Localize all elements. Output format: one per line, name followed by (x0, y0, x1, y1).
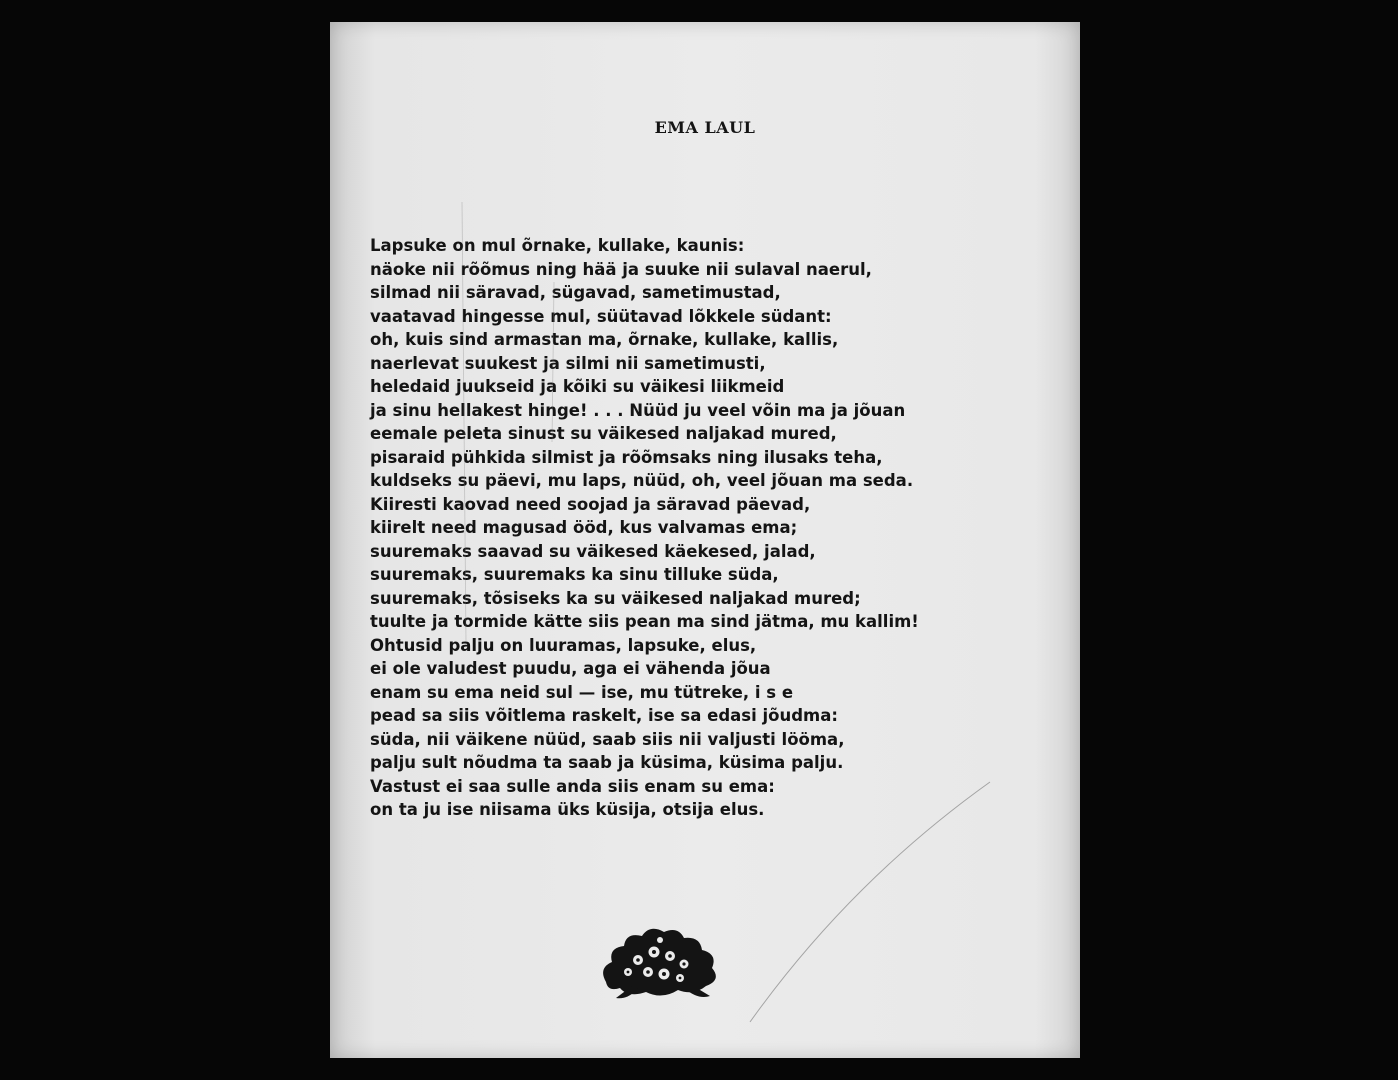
poem-line: heledaid juukseid ja kõiki su väikesi liikmeid (370, 377, 785, 396)
poem-line: tuulte ja tormide kätte siis pean ma sind jätma, mu kallim! (370, 612, 919, 631)
flower-ornament-icon (598, 922, 724, 1002)
poem-line: süda, nii väikene nüüd, saab siis nii valjusti lööma, (370, 729, 845, 749)
poem-line: Ohtusid palju on luuramas, lapsuke, elus, (370, 635, 757, 655)
poem-line: eemale peleta sinust su väikesed naljakad mured, (370, 424, 837, 443)
poem-body (370, 234, 1060, 822)
poem-line: suuremaks saavad su väikesed käekesed, jalad, (370, 541, 816, 561)
poem-line: naerlevat suukest ja silmi nii sametimusti, (370, 353, 766, 373)
poem-line: näoke nii rõõmus ning hää ja suuke nii sulaval naerul, (370, 259, 872, 279)
poem-line: enam su ema neid sul — ise, mu tütreke, i s e (370, 682, 794, 702)
poem-line: vaatavad hingesse mul, süütavad lõkkele südant: (370, 306, 832, 326)
poem-line: kiirelt need magusad ööd, kus valvamas ema; (370, 518, 798, 537)
poem-line: pisaraid pühkida silmist ja rõõmsaks ning ilusaks teha, (370, 447, 883, 467)
poem-line: pead sa siis võitlema raskelt, ise sa edasi jõudma: (370, 706, 838, 725)
poem-title: EMA LAUL (654, 118, 756, 137)
book-page (330, 22, 1080, 1058)
poem-line: on ta ju ise niisama üks küsija, otsija elus. (370, 800, 765, 819)
poem-line: suuremaks, suuremaks ka sinu tilluke süda, (370, 565, 779, 584)
poem-line: Lapsuke on mul õrnake, kullake, kaunis: (370, 236, 745, 255)
poem-line: ei ole valudest puudu, aga ei vähenda jõua (370, 659, 771, 678)
poem-line: silmad nii säravad, sügavad, sametimustad, (370, 283, 781, 302)
poem-line: kuldseks su päevi, mu laps, nüüd, oh, veel jõuan ma seda. (370, 471, 914, 490)
poem-line: ja sinu hellakest hinge! . . . Nüüd ju veel võin ma ja jõuan (370, 400, 906, 420)
poem-line: palju sult nõudma ta saab ja küsima, küsima palju. (370, 753, 844, 772)
poem-line: oh, kuis sind armastan ma, õrnake, kullake, kallis, (370, 330, 839, 349)
poem-line: suuremaks, tõsiseks ka su väikesed naljakad mured; (370, 588, 861, 608)
poem-line: Kiiresti kaovad need soojad ja säravad päevad, (370, 494, 811, 514)
poem-line: Vastust ei saa sulle anda siis enam su ema: (370, 776, 775, 796)
